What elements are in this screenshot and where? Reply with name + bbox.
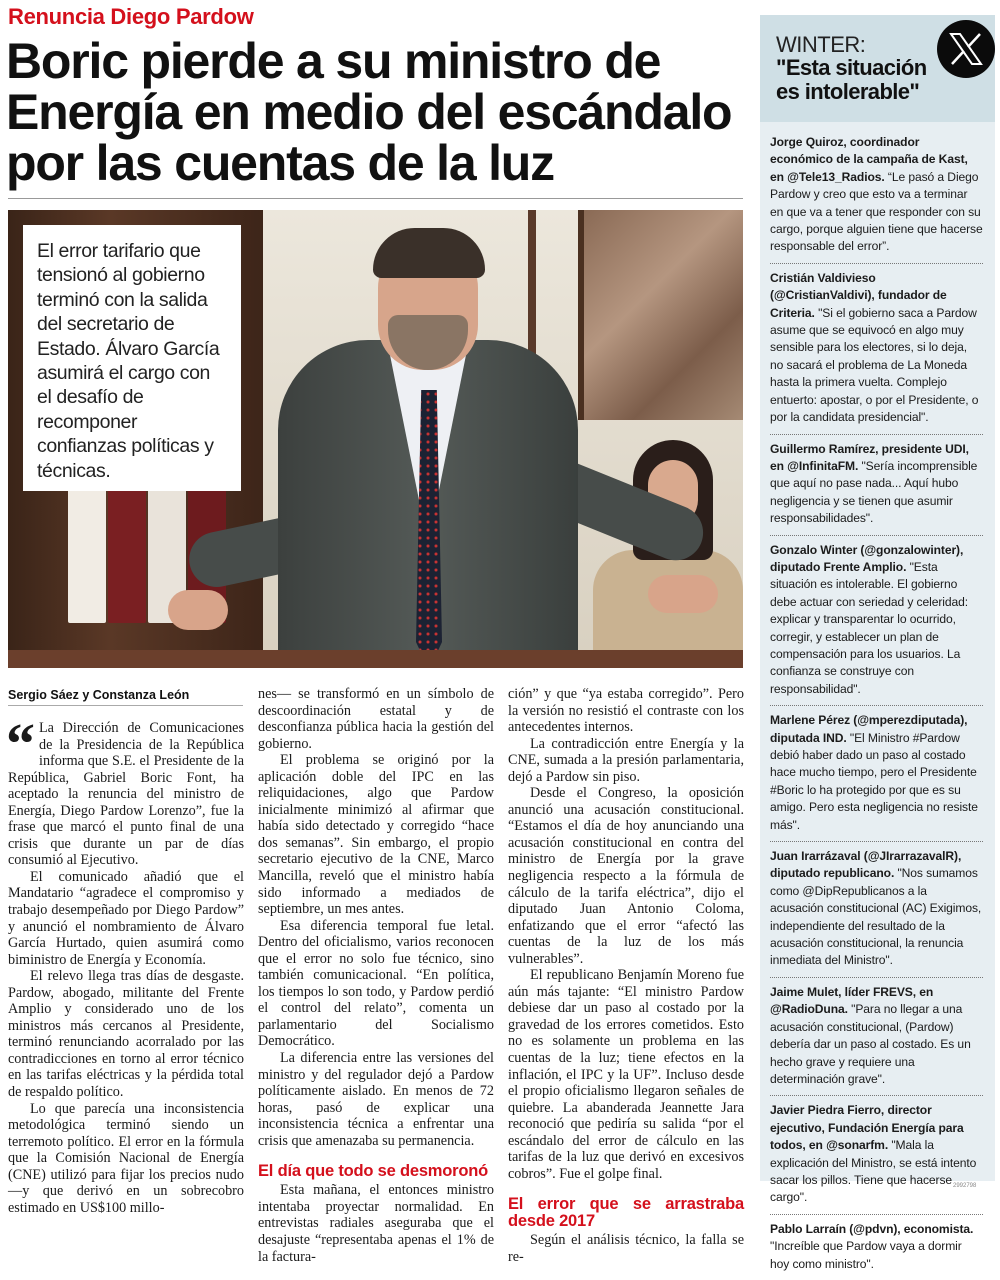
reaction-author: Juan Irarrázaval (@JIrarrazavalR), diputado republicano. [770,849,962,881]
reaction-item [770,706,983,842]
reaction-author: Guillermo Ramírez, presidente UDI, en @InfinitaFM. [770,441,969,473]
paragraph: La Dirección de Comunicaciones de la Presidencia de la República informa que S.E. el Presidente de la República, Gabriel Boric Font, ha aceptado la renuncia del ministro de Energía, Diego Pardow Lorenzo”, fue la frase que marcó el punto final de una crisis que durante un par de días consumió al Ejecutivo. [8,720,244,869]
paragraph: El republicano Benjamín Moreno fue aún más tajante: “El ministro Pardow debiese dar un paso al costado por la gravedad de los errores cometidos. Esto no es solamente un problema en las cuentas de la luz; tiene efectos en la inflación, el IPC y la UF”. Incluso desde el propio oficialismo llegaron señales de quiebre. La abanderada Jeannette Jara reconoció que pediría su salida “por el escándalo del error de cálculo en las tarifas de la luz que derivó en excesivos cobros”. Fue el golpe final. [508,967,744,1182]
reaction-item [770,1215,983,1280]
reaction-quote: "Nos sumamos como @DipRepublicanos a la acusación constitucional (AC) Exigimos, independiente del resultado de la acusación constitucional, la renuncia inmediata del Ministro". [770,866,982,968]
reaction-quote: "El Ministro #Pardow debió haber dado un paso al costado hace mucho tiempo, pero el Presidente #Boric lo ha protegido por que es su amigo. Pero esta negligencia no resiste más". [770,730,978,832]
paragraph: nes— se transformó en un símbolo de descoordinación estatal y de desconfianza pública hacia la gestión del gobierno. [258,686,494,752]
binder [108,473,146,623]
paragraph: El relevo llega tras días de desgaste. Pardow, abogado, militante del Frente Amplio y considerado uno de los ministros más cercanos al Presidente, terminó renunciando acorralado por las contradicciones en torno al error técnico en las tarifas eléctricas y la pérdida total de respaldo político. [8,968,244,1101]
x-logo-slot [933,33,995,80]
reaction-quote: "Para no llegar a una acusación constitucional, (Pardow) debería dar un paso al costado. Es un hecho grave y requiere una determinación grave". [770,1002,971,1086]
paragraph: Esa diferencia temporal fue letal. Dentro del oficialismo, varios reconocen que el error no solo fue técnico, sino también comunicacional. “En política, los tiempos lo son todo, y Pardow perdió el control del relato”, comenta un parlamentario del Socialismo Democrático. [258,917,494,1050]
paragraph: Según el análisis técnico, la falla se re- [508,1232,744,1265]
paragraph: El comunicado añadió que el Mandatario “agradece el compromiso y trabajo desempeñado por Diego Pardow” y anunció el nombramiento de Álvaro García Hurtado, quien asumirá como biministro de Energía y Economía. [8,868,244,968]
sidebar-title: "Esta situación es intolerable" [776,55,927,104]
article-column-2 [258,686,494,1265]
reaction-quote: "Mala la explicación del Ministro, se está intento sacar los pillos. Tiene que hacerse cargo". [770,1138,977,1205]
subheading: El error que se arrastraba desde 2017 [508,1195,744,1231]
reaction-item [770,134,983,264]
x-logo-icon [937,20,995,78]
paragraph: Esta mañana, el entonces ministro intentaba proyectar normalidad. En entrevistas radiales aseguraba que el desajuste “representaba apenas el 1% de la factura- [258,1182,494,1265]
reaction-quote: "Esta situación es intolerable. El gobierno debe actuar con seriedad y celeridad: explicar y transparentar lo ocurrido, corregir, y establecer un plan de compensación para los usuarios. La confianza se construye con responsabilidad". [770,559,968,696]
headline: Boric pierde a su ministro de Energía en medio del escándalo por las cuentas de la luz [6,33,732,191]
minister-figure [188,220,728,668]
section-kicker: Renuncia Diego Pardow [8,4,254,29]
reaction-quote: "Increíble que Pardow vaya a dormir hoy como ministro". [770,1239,962,1271]
reaction-quote: "Sería incomprensible que aquí no pase nada... Aquí hubo negligencia y se tienen que asumir responsabilidades". [770,458,978,526]
byline: Sergio Sáez y Constanza León [8,688,243,706]
sidebar-kicker: WINTER: [776,32,866,57]
paragraph: Desde el Congreso, la oposición anunció una acusación constitucional. “Estamos el día de hoy anunciando una acusación constitucional en contra del ministro de Energía por la grave negligencia respecto a la fórmula de cálculo de la tarifa eléctrica”, dijo el diputado Juan Antonio Coloma, enfatizando que el error “afectó las cuentas de la luz de los más vulnerables”. [508,785,744,967]
page-code: 2992798 [953,1183,977,1189]
reaction-item [770,264,983,435]
photo-caption: El error tarifario que tensionó al gobierno terminó con la salida del secretario de Estado. Álvaro García asumirá el cargo con el desafío de recomponer confianzas políticas y técnicas. [23,225,241,491]
sidebar-header [760,15,995,122]
paragraph: La contradicción entre Energía y la CNE, sumada a la presión parlamentaria, dejó a Pardow sin piso. [508,735,744,785]
reaction-author: Javier Piedra Fierro, director ejecutivo, Fundación Energía para todos, en @sonarfm. [770,1103,964,1153]
reaction-author: Gonzalo Winter (@gonzalowinter), diputado Frente Amplio. [770,542,964,574]
reaction-list [760,122,995,1280]
paragraph: Lo que parecía una inconsistencia metodológica terminó siendo un terremoto político. El error en la fórmula que la Comisión Nacional de Energía (CNE) utilizó para fijar los precios nudo —y que derivó en un sobrecobro estimado en US$100 millo- [8,1100,244,1216]
reaction-item [770,1096,983,1214]
binder [68,473,106,623]
article-column-1 [6,711,244,1216]
reaction-item [770,842,983,978]
article-column-3 [508,686,744,1266]
divider [8,198,743,199]
reaction-quote: “Le pasó a Diego Pardow y creo que esto va a terminar en que va a tener que responder con su cargo, porque alguien tiene que hacerse responsable del error”. [770,169,983,254]
reaction-author: Marlene Pérez (@mperezdiputada), diputada IND. [770,713,968,745]
quote-mark-icon: “ [6,711,35,776]
reaction-author: Jaime Mulet, líder FREVS, en @RadioDuna. [770,984,934,1017]
reaction-item [770,536,983,707]
paragraph: ción” y que “ya estaba corregido”. Pero la versión no resistió el contraste con los antecedentes internos. [508,686,744,736]
reaction-author: Jorge Quiroz, coordinador económico de la campaña de Kast, en @Tele13_Radios. [770,135,968,184]
reaction-item [770,435,983,536]
paragraph: La diferencia entre las versiones del ministro y del regulador dejó a Pardow políticamente aislado. En menos de 72 horas, pasó de explicar una inconsistencia técnica a enfrentar una crisis que amenazaba su permanencia. [258,1050,494,1149]
reaction-quote: "Si el gobierno saca a Pardow asume que se equivocó en algo muy sensible para los electores, si lo deja, no sacará el problema de La Moneda hasta la primera vuelta. Complejo entuerto: apostar, o por el Presidente, o por la candidata presidencial". [770,305,979,425]
reaction-author: Cristián Valdivieso (@CristianValdivi), fundador de Criteria. [770,270,947,320]
reaction-author: Pablo Larraín (@pdvn), economista. [770,1221,974,1236]
subheading: El día que todo se desmoronó [258,1162,489,1181]
reaction-item [770,978,983,1096]
chairs [8,650,743,668]
paragraph: El problema se originó por la aplicación doble del IPC en las reliquidaciones, algo que Pardow inicialmente minimizó al afirmar que había sido detectado y corregido “hace dos semanas”. Sin embargo, el propio secretario ejecutivo de la CNE, Marco Mancilla, reveló que el ministro había sido informado a mediados de septiembre, un mes antes. [258,752,494,918]
